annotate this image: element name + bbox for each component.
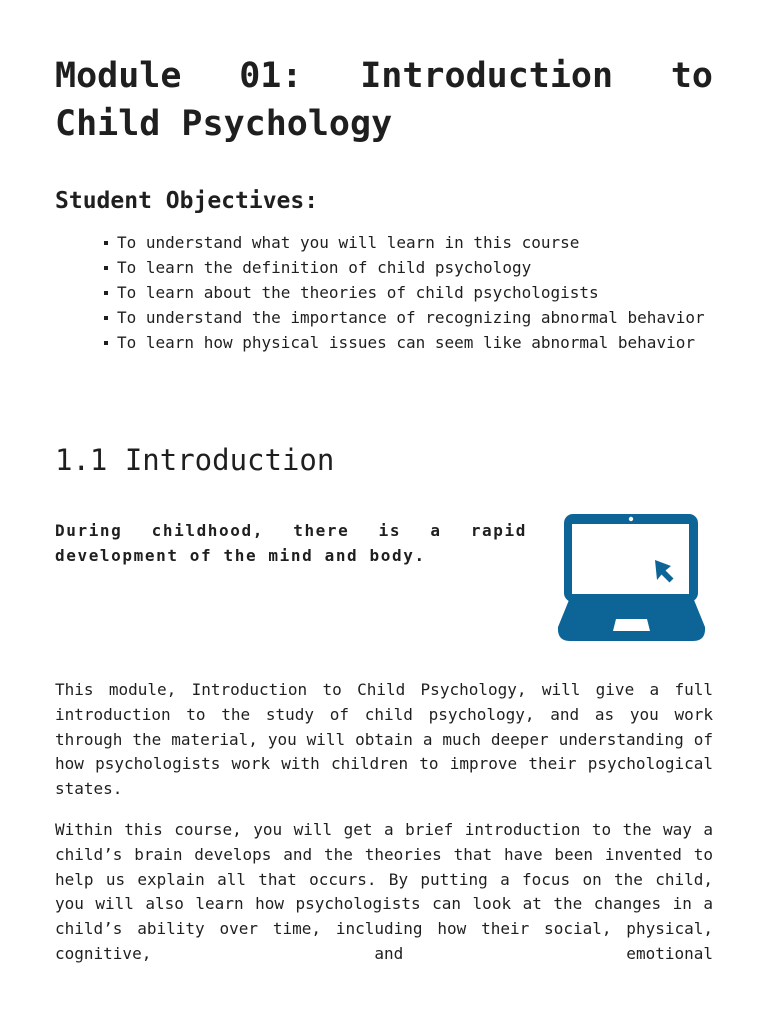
list-item — [117, 231, 713, 256]
objective-text: To learn how physical issues can seem like abnormal behavior — [117, 333, 695, 352]
laptop-cursor-icon — [557, 514, 706, 642]
list-item — [117, 281, 713, 306]
objective-text: To understand what you will learn in this course — [117, 233, 580, 252]
bullet-icon — [104, 341, 108, 345]
list-item — [117, 306, 713, 331]
objective-text: To understand the importance of recognizing abnormal behavior — [117, 308, 705, 327]
body-paragraph: Within this course, you will get a brief introduction to the way a child’s brain develops and the theories that have been invented to help us explain all that occurs. By putting a focus on the child, you will also learn how psychologists can look at the changes in a child’s ability over time, including how their social, physical, cognitive, and emotional — [55, 820, 713, 963]
objective-text: To learn the definition of child psychology — [117, 258, 532, 277]
bullet-icon — [104, 291, 108, 295]
body-paragraph: This module, Introduction to Child Psychology, will give a full introduction to the study of child psychology, and as you work through the material, you will obtain a much deeper understanding of how psychologists work with children to improve their psychological states. — [55, 680, 713, 799]
list-item — [117, 331, 713, 356]
section-heading: 1.1 Introduction — [55, 443, 335, 477]
bullet-icon — [104, 266, 108, 270]
objectives-list — [117, 231, 713, 356]
objective-text: To learn about the theories of child psychologists — [117, 283, 599, 302]
bullet-icon — [104, 316, 108, 320]
lead-text: During childhood, there is a rapid development of the mind and body. — [55, 521, 527, 565]
list-item — [117, 256, 713, 281]
page-title: Module 01: Introduction to Child Psychology — [55, 56, 713, 144]
objectives-heading: Student Objectives: — [55, 188, 319, 214]
bullet-icon — [104, 241, 108, 245]
